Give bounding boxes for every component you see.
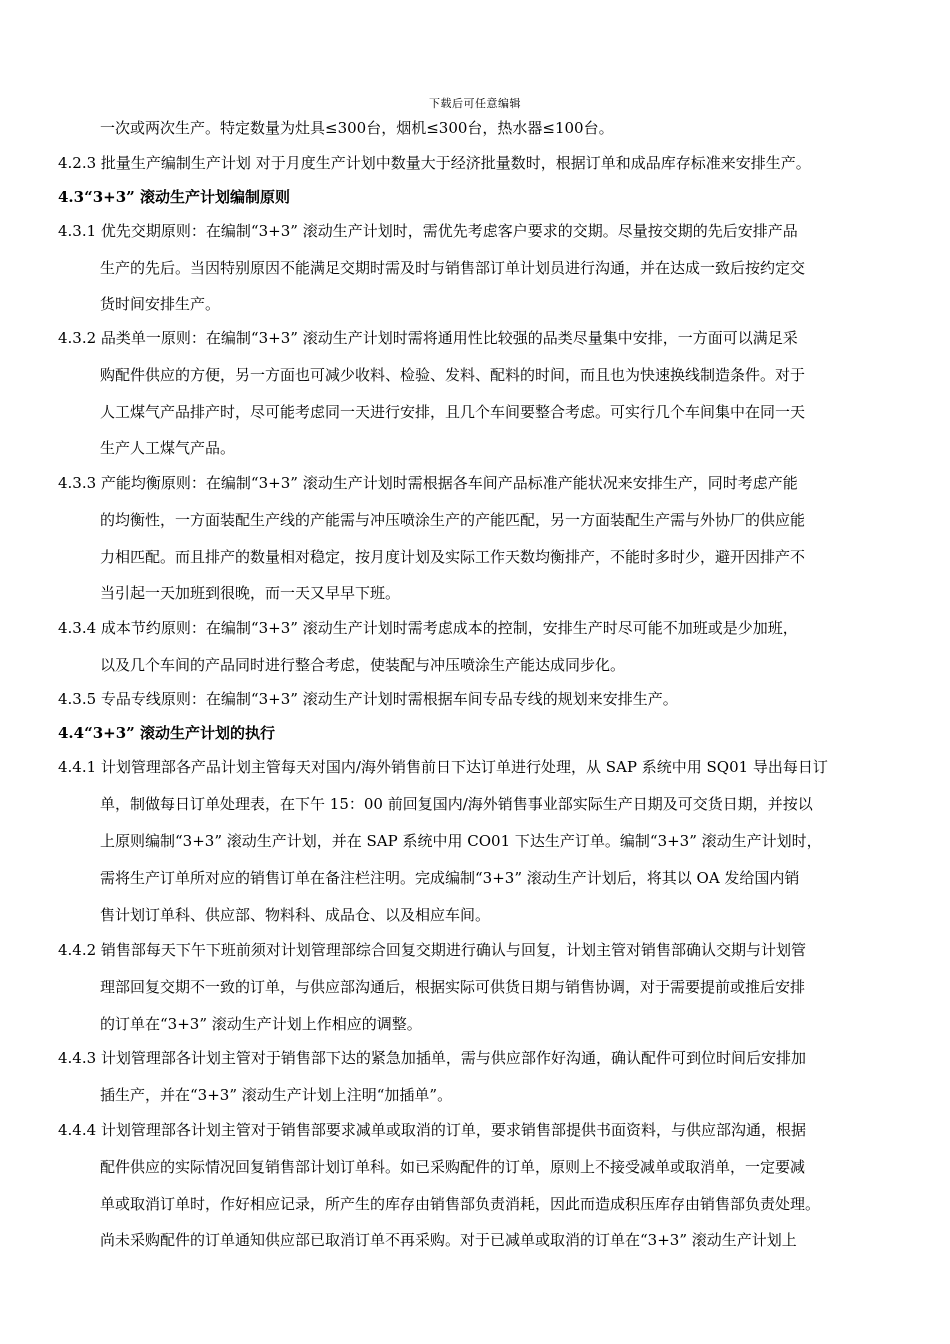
text-line: 4.2.3 批量生产编制生产计划 对于月度生产计划中数量大于经济批量数时，根据订单和成品库存标准来安排生产。	[58, 154, 811, 172]
text-line: 当引起一天加班到很晚，而一天又早早下班。	[100, 584, 401, 602]
text-line: 单或取消订单时，作好相应记录，所产生的库存由销售部负责消耗，因此而造成积压库存由销售部负责处理。	[100, 1195, 821, 1213]
text-line: 上原则编制“3+3” 滚动生产计划，并在 SAP 系统中用 CO01 下达生产订单。编制“3+3” 滚动生产计划时，	[100, 832, 822, 850]
text-line: 的均衡性，一方面装配生产线的产能需与冲压喷涂生产的产能匹配，另一方面装配生产需与外协厂的供应能	[100, 511, 806, 529]
text-line: 4.3.2 品类单一原则：在编制“3+3” 滚动生产计划时需将通用性比较强的品类尽量集中安排，一方面可以满足采	[58, 329, 798, 347]
text-line: 人工煤气产品排产时，尽可能考虑同一天进行安排，且几个车间要整合考虑。可实行几个车间集中在同一天	[100, 403, 806, 421]
text-line: 购配件供应的方便，另一方面也可减少收料、检验、发料、配料的时间，而且也为快速换线制造条件。对于	[100, 366, 806, 384]
text-line: 生产人工煤气产品。	[100, 439, 236, 457]
text-line: 4.4.4 计划管理部各计划主管对于销售部要求减单或取消的订单，要求销售部提供书面资料，与供应部沟通，根据	[58, 1121, 806, 1139]
text-line: 插生产，并在“3+3” 滚动生产计划上注明“加插单”。	[100, 1086, 453, 1104]
text-line: 4.3.1 优先交期原则：在编制“3+3” 滚动生产计划时，需优先考虑客户要求的交期。尽量按交期的先后安排产品	[58, 222, 798, 240]
text-line: 以及几个车间的产品同时进行整合考虑，使装配与冲压喷涂生产能达成同步化。	[100, 656, 626, 674]
text-line: 单，制做每日订单处理表，在下午 15：00 前回复国内/海外销售事业部实际生产日期及可交货日期，并按以	[100, 795, 813, 813]
text-line: 4.3.3 产能均衡原则：在编制“3+3” 滚动生产计划时需根据各车间产品标准产能状况来安排生产，同时考虑产能	[58, 474, 798, 492]
text-line: 4.4.3 计划管理部各计划主管对于销售部下达的紧急加插单，需与供应部作好沟通，确认配件可到位时间后安排加	[58, 1049, 806, 1067]
section-heading: 4.3“3+3” 滚动生产计划编制原则	[58, 188, 291, 206]
page-header: 下载后可任意编辑	[429, 97, 521, 110]
section-heading: 4.4“3+3” 滚动生产计划的执行	[58, 724, 276, 742]
text-line: 4.4.2 销售部每天下午下班前须对计划管理部综合回复交期进行确认与回复，计划主管对销售部确认交期与计划管	[58, 941, 806, 959]
text-line: 生产的先后。当因特别原因不能满足交期时需及时与销售部订单计划员进行沟通，并在达成一致后按约定交	[100, 259, 806, 277]
text-line: 尚未采购配件的订单通知供应部已取消订单不再采购。对于已减单或取消的订单在“3+3” 滚动生产计划上	[100, 1231, 797, 1249]
text-line: 的订单在“3+3” 滚动生产计划上作相应的调整。	[100, 1015, 422, 1033]
text-line: 配件供应的实际情况回复销售部计划订单科。如已采购配件的订单，原则上不接受减单或取消单，一定要减	[100, 1158, 806, 1176]
text-line: 售计划订单科、供应部、物料科、成品仓、以及相应车间。	[100, 906, 491, 924]
text-line: 需将生产订单所对应的销售订单在备注栏注明。完成编制“3+3” 滚动生产计划后，将其以 OA 发给国内销	[100, 869, 800, 887]
text-line: 一次或两次生产。特定数量为灶具≤300台，烟机≤300台，热水器≤100台。	[100, 119, 614, 137]
text-line: 4.3.5 专品专线原则：在编制“3+3” 滚动生产计划时需根据车间专品专线的规划来安排生产。	[58, 690, 678, 708]
text-line: 理部回复交期不一致的订单，与供应部沟通后，根据实际可供货日期与销售协调，对于需要提前或推后安排	[100, 978, 806, 996]
text-line: 货时间安排生产。	[100, 295, 221, 313]
text-line: 力相匹配。而且排产的数量相对稳定，按月度计划及实际工作天数均衡排产，不能时多时少，避开因排产不	[100, 548, 806, 566]
text-line: 4.4.1 计划管理部各产品计划主管每天对国内/海外销售前日下达订单进行处理，从 SAP 系统中用 SQ01 导出每日订	[58, 758, 828, 776]
text-line: 4.3.4 成本节约原则：在编制“3+3” 滚动生产计划时需考虑成本的控制，安排生产时尽可能不加班或是少加班，	[58, 619, 798, 637]
